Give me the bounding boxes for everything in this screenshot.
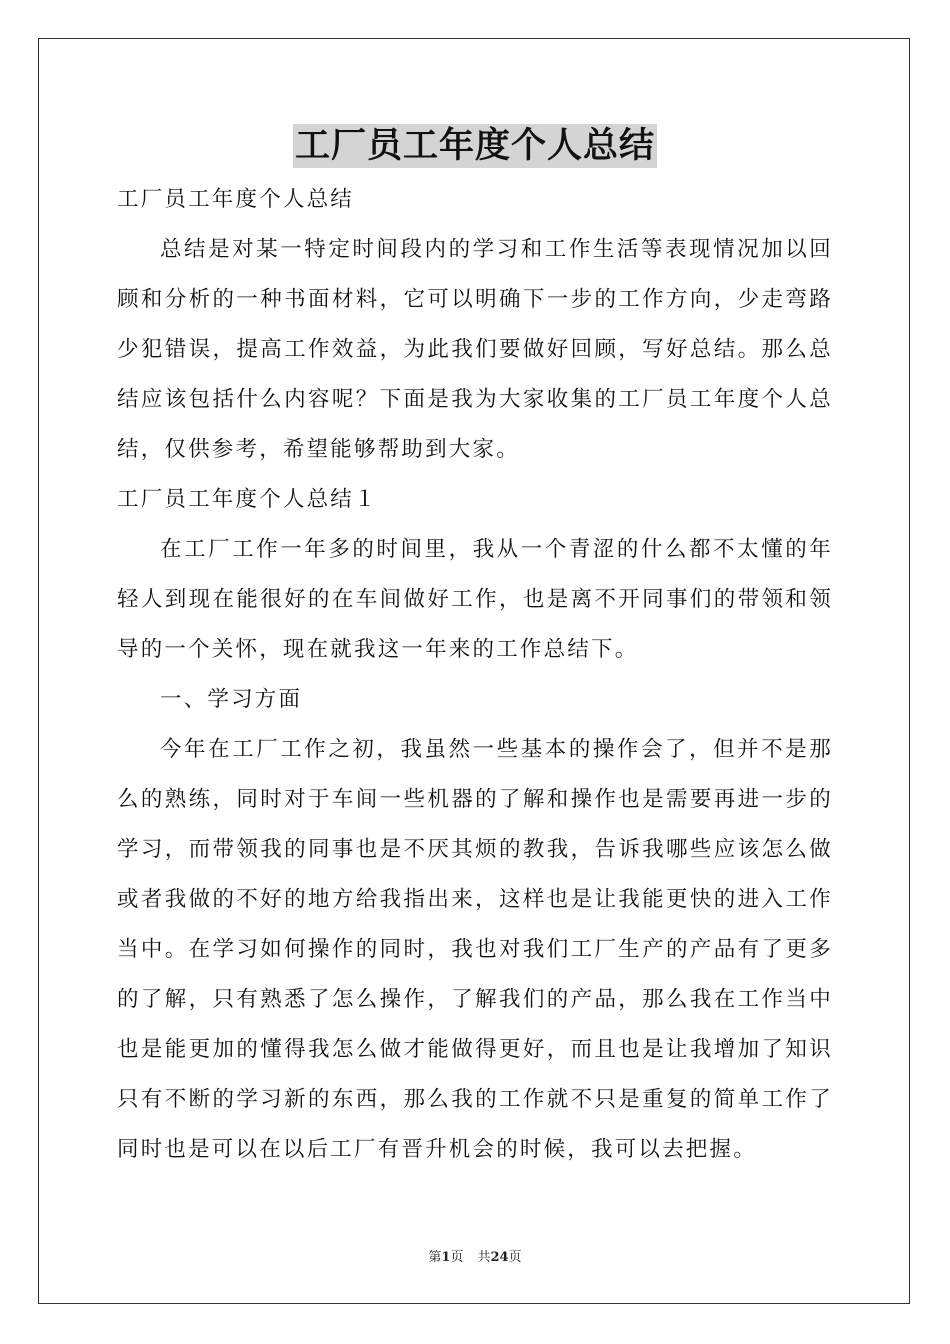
page-footer bbox=[0, 1246, 950, 1265]
section-heading: 工厂员工年度个人总结 bbox=[117, 187, 355, 212]
body-paragraph: 在工厂工作一年多的时间里，我从一个青涩的什么都不太懂的年轻人到现在能很好的在车间做好工作，也是离不开同事们的带领和领导的一个关怀，现在就我这一年来的工作总结下。 bbox=[117, 537, 833, 662]
total-prefix: 共 bbox=[477, 1250, 491, 1265]
intro-paragraph: 总结是对某一特定时间段内的学习和工作生活等表现情况加以回顾和分析的一种书面材料，它可以明确下一步的工作方向，少走弯路少犯错误，提高工作效益，为此我们要做好回顾，写好总结。那么总结应该包括什么内容呢？下面是我为大家收集的工厂员工年度个人总结，仅供参考，希望能够帮助到大家。 bbox=[117, 237, 833, 462]
document-title: 工厂员工年度个人总结 bbox=[294, 125, 655, 166]
total-suffix: 页 bbox=[508, 1250, 522, 1265]
page-prefix: 第 bbox=[428, 1250, 442, 1265]
total-pages: 24 bbox=[490, 1250, 509, 1265]
body-paragraph: 今年在工厂工作之初，我虽然一些基本的操作会了，但并不是那么的熟练，同时对于车间一些机器的了解和操作也是需要再进一步的学习，而带领我的同事也是不厌其烦的教我，告诉我哪些应该怎么做或者我做的不好的地方给我指出来，这样也是让我能更快的进入工作当中。在学习如何操作的同时，我也对我们工厂生产的产品有了更多的了解，只有熟悉了怎么操作，了解我们的产品，那么我在工作当中也是能更加的懂得我怎么做才能做得更好，而且也是让我增加了知识只有不断的学习新的东西，那么我的工作就不只是重复的简单工作了同时也是可以在以后工厂有晋升机会的时候，我可以去把握。 bbox=[117, 737, 833, 1162]
title-container bbox=[0, 124, 950, 168]
document-body bbox=[117, 175, 833, 1175]
page-suffix: 页 bbox=[450, 1250, 464, 1265]
page-number: 1 bbox=[441, 1250, 451, 1265]
section-heading: 工厂员工年度个人总结１ bbox=[117, 487, 378, 512]
subsection-heading: 一、学习方面 bbox=[160, 687, 303, 712]
